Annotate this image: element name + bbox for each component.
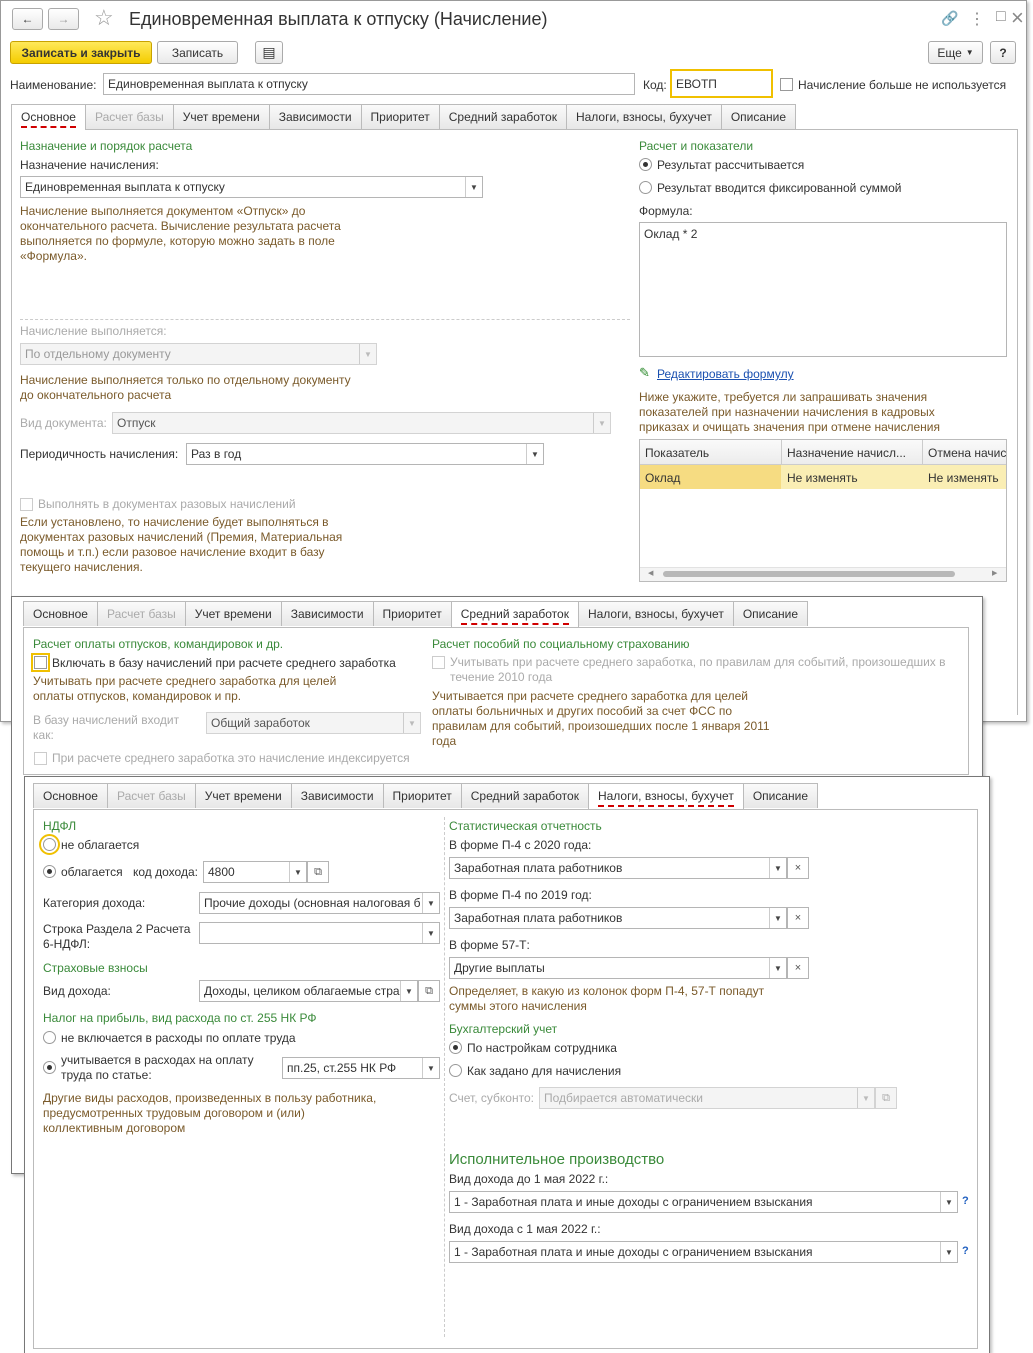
fss-label: Учитывать при расчете среднего заработка, по правилам для событий, произошедших в течение 2010 года xyxy=(450,655,946,684)
exec-value: По отдельному документу xyxy=(25,347,171,361)
col-sep xyxy=(922,440,923,465)
formula-label: Формула: xyxy=(639,204,693,218)
tab-desc[interactable]: Описание xyxy=(743,783,818,808)
indicators-table xyxy=(639,439,1007,582)
acc-radio-employee-label: По настройкам сотрудника xyxy=(467,1041,617,1055)
indexed-label: При расчете среднего заработка это начисление индексируется xyxy=(52,751,410,765)
calc-radio-calculated-label: Результат рассчитывается xyxy=(657,158,805,172)
back-button[interactable] xyxy=(12,8,43,30)
exec-label: Начисление выполняется: xyxy=(20,324,167,338)
insurance-select[interactable] xyxy=(199,980,418,1002)
fss-note: Учитывается при расчете среднего заработка для целей оплаты больничных и других пособий за счет ФСС по правилам для событий, произошедших после 1 января 2011 года xyxy=(432,689,770,748)
avg-right-title: Расчет пособий по социальному страхованию xyxy=(432,637,690,651)
dropdown-icon[interactable]: ▼ xyxy=(940,1242,957,1262)
dropdown-icon[interactable]: ▼ xyxy=(422,923,439,943)
unused-checkbox[interactable] xyxy=(780,78,793,91)
edit-formula-link[interactable]: Редактировать формулу xyxy=(657,367,794,381)
cell-cancel[interactable]: Не изменять xyxy=(928,471,999,485)
purpose-select[interactable] xyxy=(20,176,483,198)
dropdown-icon[interactable]: ▼ xyxy=(403,713,420,733)
include-base-checkbox[interactable] xyxy=(34,656,47,669)
include-base-label: Включать в базу начислений при расчете среднего заработка xyxy=(52,656,396,670)
taxes-window xyxy=(24,776,990,1353)
acc-account-select[interactable] xyxy=(539,1087,875,1109)
indexed-checkbox[interactable] xyxy=(34,752,47,765)
exec2-value: 1 - Заработная плата и иные доходы с ограничением взыскания xyxy=(454,1245,813,1259)
save-and-close-button[interactable]: Записать и закрыть xyxy=(10,41,152,64)
tab-bar xyxy=(33,783,817,808)
pencil-icon: ✎ xyxy=(639,365,650,380)
code-label: Код: xyxy=(643,78,667,92)
income-code-select[interactable] xyxy=(203,861,307,883)
purpose-label: Назначение начисления: xyxy=(20,158,159,172)
exec2-help-icon[interactable]: ? xyxy=(962,1245,969,1257)
exec-select[interactable] xyxy=(20,343,377,365)
dropdown-icon[interactable]: ▼ xyxy=(400,981,417,1001)
help-button[interactable]: ? xyxy=(990,41,1016,64)
tab-tax[interactable]: Налоги, взносы, бухучет xyxy=(566,104,722,129)
calc-radio-fixed[interactable] xyxy=(639,181,652,194)
tab-time[interactable]: Учет времени xyxy=(173,104,270,129)
doc-label: Вид документа: xyxy=(20,416,107,430)
tab-main[interactable]: Основное xyxy=(33,783,108,808)
tab-avg[interactable]: Средний заработок xyxy=(451,601,579,627)
acc-radio-accrual-label: Как задано для начисления xyxy=(467,1064,622,1078)
ndfl-radio-taxed-label: облагается xyxy=(61,865,123,879)
section-purpose-title: Назначение и порядок расчета xyxy=(20,139,193,153)
insurance-value: Доходы, целиком облагаемые стра xyxy=(204,984,400,998)
open-icon[interactable]: ⧉ xyxy=(875,1087,897,1109)
tab-priority[interactable]: Приоритет xyxy=(373,601,452,626)
profit-radio-excluded-label: не включается в расходы по оплате труда xyxy=(61,1031,296,1045)
save-button[interactable]: Записать xyxy=(157,41,238,64)
base-as-select[interactable] xyxy=(206,712,421,734)
stat-title: Статистическая отчетность xyxy=(449,819,602,833)
clear-icon[interactable]: × xyxy=(787,907,809,929)
acc-title: Бухгалтерский учет xyxy=(449,1022,558,1036)
income-code-value: 4800 xyxy=(208,865,235,879)
dropdown-icon[interactable]: ▼ xyxy=(359,344,376,364)
acc-account-label: Счет, субконто: xyxy=(449,1091,534,1105)
tab-avg[interactable]: Средний заработок xyxy=(461,783,589,808)
tab-desc[interactable]: Описание xyxy=(721,104,796,129)
indicator-note: Ниже укажите, требуется ли запрашивать значения показателей при назначении начисления в кадровых приказах и очищать значения при отмене начисления xyxy=(639,390,941,434)
include-base-note: Учитывать при расчете среднего заработка для целей оплаты отпусков, командировок и пр. xyxy=(33,674,337,703)
favorite-star-icon[interactable]: ☆ xyxy=(94,5,114,30)
dropdown-icon[interactable]: ▼ xyxy=(422,893,439,913)
profit-title: Налог на прибыль, вид расхода по ст. 255 НК РФ xyxy=(43,1011,317,1025)
col-sep xyxy=(781,440,782,465)
dropdown-icon[interactable]: ▼ xyxy=(526,444,543,464)
category-value: Прочие доходы (основная налоговая б xyxy=(204,896,421,910)
section-calc-title: Расчет и показатели xyxy=(639,139,754,153)
base-as-value: Общий заработок xyxy=(211,716,310,730)
exec1-value: 1 - Заработная плата и иные доходы с ограничением взыскания xyxy=(454,1195,813,1209)
cell-assign[interactable]: Не изменять xyxy=(787,471,858,485)
ndfl-title: НДФЛ xyxy=(43,819,77,833)
base-as-label: В базу начислений входит как: xyxy=(33,713,180,742)
doc-select[interactable] xyxy=(112,412,611,434)
tab-tax[interactable]: Налоги, взносы, бухучет xyxy=(578,601,734,626)
unused-label: Начисление больше не используется xyxy=(798,78,1007,92)
profit-radio-included[interactable] xyxy=(43,1061,56,1074)
tab-main[interactable]: Основное xyxy=(23,601,98,626)
menu-dots-icon[interactable]: ⋮ xyxy=(969,11,985,28)
dropdown-icon[interactable]: ▼ xyxy=(769,908,786,928)
name-label: Наименование: xyxy=(10,78,97,92)
clear-icon[interactable]: × xyxy=(787,957,809,979)
tab-bar xyxy=(11,104,795,129)
tab-avg[interactable]: Средний заработок xyxy=(439,104,567,129)
chevron-down-icon: ▼ xyxy=(965,48,974,57)
open-icon[interactable]: ⧉ xyxy=(418,980,440,1002)
tab-deps[interactable]: Зависимости xyxy=(269,104,362,129)
f57-label: В форме 57-Т: xyxy=(449,938,530,952)
acc-radio-employee[interactable] xyxy=(449,1041,462,1054)
open-icon[interactable]: ⧉ xyxy=(307,861,329,883)
f57-select[interactable] xyxy=(449,957,787,979)
profit-note: Другие виды расходов, произведенных в пользу работника, предусмотренных трудовым договором и (или) коллективным договором xyxy=(43,1091,377,1135)
scrollbar-thumb[interactable] xyxy=(663,571,955,577)
tab-deps[interactable]: Зависимости xyxy=(291,783,384,808)
tab-bar xyxy=(23,601,807,626)
tab-priority[interactable]: Приоритет xyxy=(361,104,440,129)
report-button[interactable] xyxy=(255,41,283,64)
dropdown-icon[interactable]: ▼ xyxy=(465,177,482,197)
tab-time[interactable]: Учет времени xyxy=(185,601,282,626)
tab-base[interactable]: Расчет базы xyxy=(85,104,174,129)
dropdown-icon[interactable]: ▼ xyxy=(940,1192,957,1212)
window-title: Единовременная выплата к отпуску (Начисление) xyxy=(129,9,548,29)
tab-base[interactable]: Расчет базы xyxy=(97,601,186,626)
profit-article-select[interactable] xyxy=(282,1057,440,1079)
link-icon[interactable]: 🔗 xyxy=(941,10,959,26)
calc-radio-fixed-label: Результат вводится фиксированной суммой xyxy=(657,181,902,195)
exec1-help-icon[interactable]: ? xyxy=(962,1195,969,1207)
insurance-label: Вид дохода: xyxy=(43,984,111,998)
forward-button[interactable] xyxy=(48,8,79,30)
dropdown-icon[interactable]: ▼ xyxy=(769,958,786,978)
p4-2019-label: В форме П-4 по 2019 год: xyxy=(449,888,592,902)
acc-radio-accrual[interactable] xyxy=(449,1064,462,1077)
insurance-title: Страховые взносы xyxy=(43,961,148,975)
p4-2020-select[interactable] xyxy=(449,857,787,879)
tab-tax[interactable]: Налоги, взносы, бухучет xyxy=(588,783,744,809)
divider xyxy=(20,319,630,320)
report-icon: ▤ xyxy=(262,44,276,60)
clear-icon[interactable]: × xyxy=(787,857,809,879)
ndfl-radio-exempt[interactable] xyxy=(43,838,56,851)
formula-textarea[interactable]: Оклад * 2 xyxy=(639,222,1007,357)
maximize-icon[interactable]: □ xyxy=(996,8,1006,25)
tab-deps[interactable]: Зависимости xyxy=(281,601,374,626)
onetime-label: Выполнять в документах разовых начислений xyxy=(38,497,296,511)
dropdown-icon[interactable]: ▼ xyxy=(289,862,306,882)
forward-icon: → xyxy=(57,12,70,26)
stat-note: Определяет, в какую из колонок форм П-4, 57-Т попадут суммы этого начисления xyxy=(449,984,765,1013)
tab-desc[interactable]: Описание xyxy=(733,601,808,626)
income-code-label: код дохода: xyxy=(133,865,198,879)
purpose-value: Единовременная выплата к отпуску xyxy=(25,180,225,194)
category-select[interactable] xyxy=(199,892,440,914)
fss-checkbox[interactable] xyxy=(432,656,445,669)
exec1-select[interactable] xyxy=(449,1191,958,1213)
col-header-assign[interactable]: Назначение начисл... xyxy=(787,446,907,460)
doc-value: Отпуск xyxy=(117,416,156,430)
avg-left-title: Расчет оплаты отпусков, командировок и др. xyxy=(33,637,284,651)
close-icon[interactable]: × xyxy=(1011,5,1024,30)
exec-note: Начисление выполняется только по отдельному документу до окончательного расчета xyxy=(20,373,351,402)
scroll-left-icon[interactable]: ◀ xyxy=(648,570,654,577)
period-label: Периодичность начисления: xyxy=(20,447,179,461)
onetime-checkbox[interactable] xyxy=(20,498,33,511)
period-select[interactable] xyxy=(186,443,544,465)
profit-radio-excluded[interactable] xyxy=(43,1031,56,1044)
p4-2020-label: В форме П-4 с 2020 года: xyxy=(449,838,592,852)
calc-radio-calculated[interactable] xyxy=(639,158,652,171)
col-header-cancel[interactable]: Отмена начис xyxy=(928,446,1007,460)
exec2-label: Вид дохода с 1 мая 2022 г.: xyxy=(449,1222,601,1236)
tab-priority[interactable]: Приоритет xyxy=(383,783,462,808)
profit-radio-included-label: учитывается в расходах на оплату труда по статье: xyxy=(61,1053,254,1082)
f57-value: Другие выплаты xyxy=(454,961,545,975)
cell-indicator[interactable]: Оклад xyxy=(645,471,681,485)
category-label: Категория дохода: xyxy=(43,896,146,910)
col-header-indicator[interactable]: Показатель xyxy=(645,446,710,460)
row6-select[interactable] xyxy=(199,922,440,944)
dropdown-icon[interactable]: ▼ xyxy=(769,858,786,878)
more-button[interactable] xyxy=(928,41,983,64)
dropdown-icon[interactable]: ▼ xyxy=(593,413,610,433)
period-value: Раз в год xyxy=(191,447,242,461)
row6-label: Строка Раздела 2 Расчета 6-НДФЛ: xyxy=(43,922,191,951)
scroll-right-icon[interactable]: ▶ xyxy=(992,570,998,577)
p4-2020-value: Заработная плата работников xyxy=(454,861,623,875)
name-field[interactable]: Единовременная выплата к отпуску xyxy=(103,73,635,95)
ndfl-radio-taxed[interactable] xyxy=(43,865,56,878)
exec-proceedings-title: Исполнительное производство xyxy=(449,1151,665,1168)
dropdown-icon[interactable]: ▼ xyxy=(857,1088,874,1108)
profit-article-value: пп.25, ст.255 НК РФ xyxy=(287,1061,397,1075)
back-icon: ← xyxy=(21,12,34,26)
ndfl-radio-exempt-label: не облагается xyxy=(61,838,140,852)
column-divider xyxy=(444,817,445,1337)
onetime-note: Если установлено, то начисление будет выполняться в документах разовых начислений (Премия, Материальная помощь и т.п.) если разовое начисление входит в базу текущего начисления. xyxy=(20,515,343,574)
tab-base[interactable]: Расчет базы xyxy=(107,783,196,808)
dropdown-icon[interactable]: ▼ xyxy=(422,1058,439,1078)
more-label: Еще xyxy=(937,45,962,60)
tab-time[interactable]: Учет времени xyxy=(195,783,292,808)
purpose-note: Начисление выполняется документом «Отпуск» до окончательного расчета. Вычисление результата расчета выполняется по формуле, которую можно задать в поле «Формула». xyxy=(20,204,341,263)
code-field[interactable]: ЕВОТП xyxy=(670,69,773,98)
p4-2019-select[interactable] xyxy=(449,907,787,929)
exec2-select[interactable] xyxy=(449,1241,958,1263)
acc-account-value: Подбирается автоматически xyxy=(544,1091,703,1105)
tab-main[interactable]: Основное xyxy=(11,104,86,130)
p4-2019-value: Заработная плата работников xyxy=(454,911,623,925)
exec1-label: Вид дохода до 1 мая 2022 г.: xyxy=(449,1172,609,1186)
